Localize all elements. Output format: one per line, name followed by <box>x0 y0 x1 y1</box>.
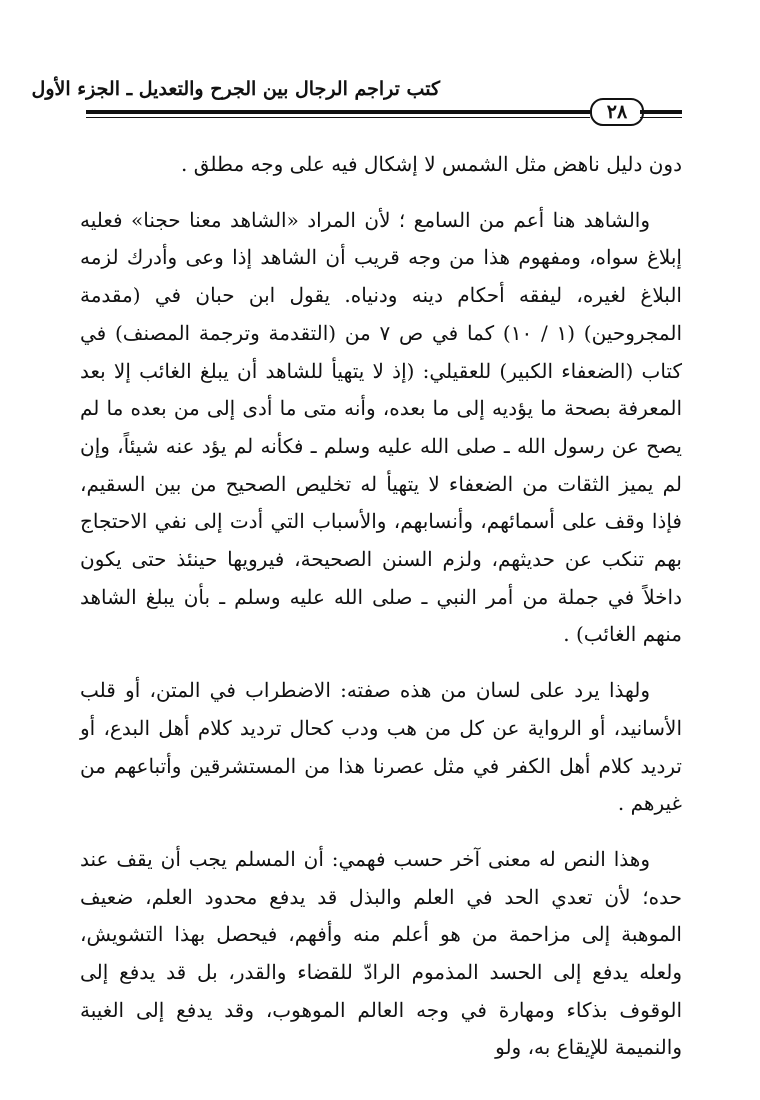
header-rule-right-thin <box>640 117 682 118</box>
paragraph: ولهذا يرد على لسان من هذه صفته: الاضطراب في المتن، أو قلب الأسانيد، أو الرواية عن كل من هب ودب كحال ترديد كلام أهل البدع، أو ترديد كلام أهل الكفر في مثل عصرنا هذا من المستشرقين وأتباعهم من غيرهم . <box>80 678 683 816</box>
header-rule-thin <box>86 117 590 118</box>
paragraph: وهذا النص له معنى آخر حسب فهمي: أن المسلم يجب أن يقف عند حده؛ لأن تعدي الحد في العلم والبذل قد يدفع محدود العلم، ضعيف الموهبة إلى مزاحمة من هو أعلم منه وأفهم، فيحصل بهذا التشويش، ولعله يدفع إلى الحسد المذموم الرادّ للقضاء والقدر، بل قد يدفع إلى الوقوف بذكاء ومهارة في وجه العالم الموهوب، وقد يدفع إلى الغيبة والنميمة للإيقاع به، ولو <box>80 846 682 1060</box>
header-rule-right-thick <box>640 110 682 114</box>
running-title: كتب تراجم الرجال بين الجرح والتعديل ـ الجزء الأول <box>31 78 440 100</box>
header-rule-thick <box>86 110 590 114</box>
page-number: ٢٨ <box>590 98 644 126</box>
paragraph-continuation: دون دليل ناهض مثل الشمس لا إشكال فيه على وجه مطلق . <box>181 152 682 176</box>
paragraph: والشاهد هنا أعم من السامع ؛ لأن المراد «الشاهد معنا حجنا» فعليه إبلاغ سواه، ومفهوم هذا من وجه قريب أن الشاهد إذا وعى وأدرك لزمه البلاغ لغيره، ليفقه أحكام دينه ودنياه. يقول ابن حبان في (مقدمة المجروحين) (١ / ١٠) كما في ص ٧ من (التقدمة وترجمة المصنف) في كتاب (الضعفاء الكبير) للعقيلي: (إذ لا يتهيأ للشاهد أن يبلغ الغائب إلا بعد المعرفة بصحة ما يؤديه إلى ما بعده، وأنه متى ما أدى إلى من بعده ما لم يصح عن رسول الله ـ صلى الله عليه وسلم ـ فكأنه لم يؤد عنه شيئاً، وإن لم يميز الثقات من الضعفاء لا يتهيأ له تخليص الصحيح من بين السقيم، فإذا وقف على أسمائهم، وأنسابهم، والأسباب التي أدت إلى نفي الاحتجاج بهم تنكب عن حديثهم، ولزم السنن الصحيحة، فيرويها حينئذ حتى يكون داخلاً في جملة من أمر النبي ـ صلى الله عليه وسلم ـ بأن يبلغ الشاهد منهم الغائب) . <box>80 207 683 647</box>
body-text <box>80 146 682 1067</box>
